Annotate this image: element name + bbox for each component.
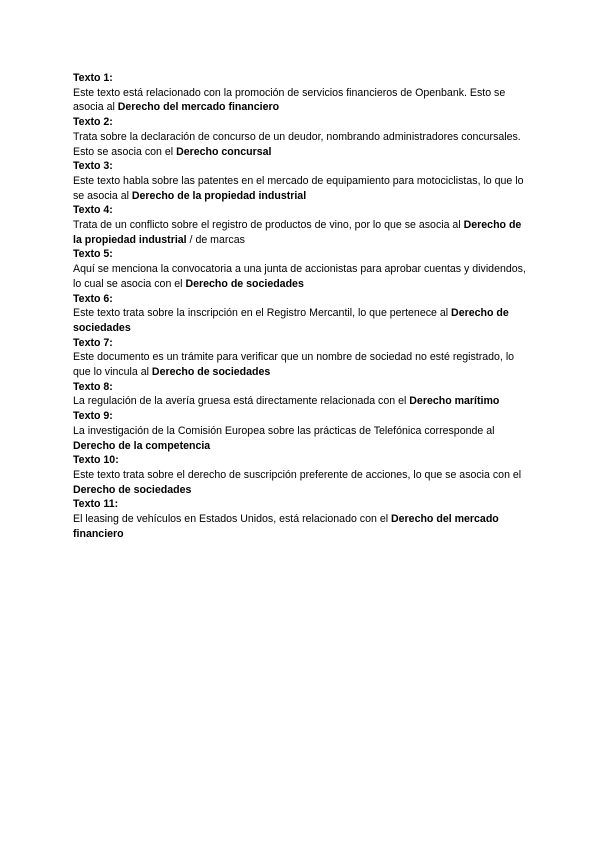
law-branch: Derecho de sociedades xyxy=(151,366,271,379)
entry-text: La regulación de la avería gruesa está directamente relacionada con el xyxy=(73,395,410,408)
entry-heading: Texto 9: xyxy=(73,410,113,423)
entry-text: El leasing de vehículos en Estados Unidos, está relacionado con el xyxy=(73,513,392,526)
entry-heading: Texto 10: xyxy=(73,454,119,467)
entry-text: Este texto habla sobre las patentes en el mercado de equipamiento para motociclistas, lo que lo se asocia al xyxy=(73,174,524,202)
entry-texto-11 xyxy=(73,497,540,541)
entry-text: Este texto está relacionado con la promoción de servicios financieros de Openbank. Esto se asocia al xyxy=(73,86,506,114)
entry-body xyxy=(73,262,533,291)
law-branch: Derecho de sociedades xyxy=(73,483,192,496)
entry-texto-10 xyxy=(73,453,540,497)
entry-text: Aquí se menciona la convocatoria a una junta de accionistas para aprobar cuentas y dividendos, lo cual se asocia con el xyxy=(73,263,526,290)
entry-body xyxy=(73,468,533,497)
entry-body xyxy=(73,350,533,379)
entry-heading: Texto 4: xyxy=(73,204,113,217)
entry-body xyxy=(73,130,533,159)
law-branch: Derecho de sociedades xyxy=(185,277,304,290)
entry-body xyxy=(73,218,533,247)
entry-body xyxy=(73,174,533,203)
entry-texto-6 xyxy=(73,292,540,336)
entry-text-suffix: / de marcas xyxy=(186,233,245,246)
entry-texto-7 xyxy=(73,336,540,380)
entry-texto-5 xyxy=(73,247,540,291)
entry-texto-3 xyxy=(73,159,540,203)
entry-body xyxy=(73,394,533,409)
entry-texto-2 xyxy=(73,115,540,159)
entry-texto-1 xyxy=(73,71,540,115)
law-branch: Derecho de la propiedad industrial xyxy=(73,219,522,246)
entry-text: Este texto trata sobre la inscripción en el Registro Mercantil, lo que pertenece al xyxy=(73,307,452,320)
entry-heading: Texto 2: xyxy=(73,116,113,129)
entry-text: La investigación de la Comisión Europea sobre las prácticas de Telefónica corresponde al xyxy=(73,424,495,437)
law-branch: Derecho concursal xyxy=(176,145,272,158)
entry-heading: Texto 8: xyxy=(73,380,113,393)
entry-texto-9 xyxy=(73,409,540,453)
entry-heading: Texto 5: xyxy=(73,248,113,261)
entry-heading: Texto 11: xyxy=(73,498,119,511)
law-branch: Derecho del mercado financiero xyxy=(117,101,280,114)
entry-texto-8 xyxy=(73,380,540,409)
entry-heading: Texto 6: xyxy=(73,292,113,305)
law-branch: Derecho de la competencia xyxy=(73,439,211,452)
entry-text: Este documento es un trámite para verificar que un nombre de sociedad no esté registrado, lo que lo vincula al xyxy=(73,351,515,379)
entry-body xyxy=(73,512,533,541)
entry-texto-4 xyxy=(73,203,540,247)
entry-body xyxy=(73,306,533,335)
law-branch: Derecho marítimo xyxy=(409,395,500,408)
entry-body xyxy=(73,424,533,453)
entry-heading: Texto 3: xyxy=(73,160,113,173)
law-branch: Derecho del mercado financiero xyxy=(73,513,499,540)
entry-text: Trata de un conflicto sobre el registro de productos de vino, por lo que se asocia al xyxy=(73,219,464,232)
entry-body xyxy=(73,86,533,115)
entry-heading: Texto 1: xyxy=(73,72,113,84)
entry-text: Trata sobre la declaración de concurso de un deudor, nombrando administradores concursales. Esto se asocia con el xyxy=(73,130,521,158)
entry-text: Este texto trata sobre el derecho de suscripción preferente de acciones, lo que se asocia con el xyxy=(73,468,522,481)
law-branch: Derecho de la propiedad industrial xyxy=(131,189,307,202)
entry-heading: Texto 7: xyxy=(73,336,113,349)
law-branch: Derecho de sociedades xyxy=(73,307,509,334)
